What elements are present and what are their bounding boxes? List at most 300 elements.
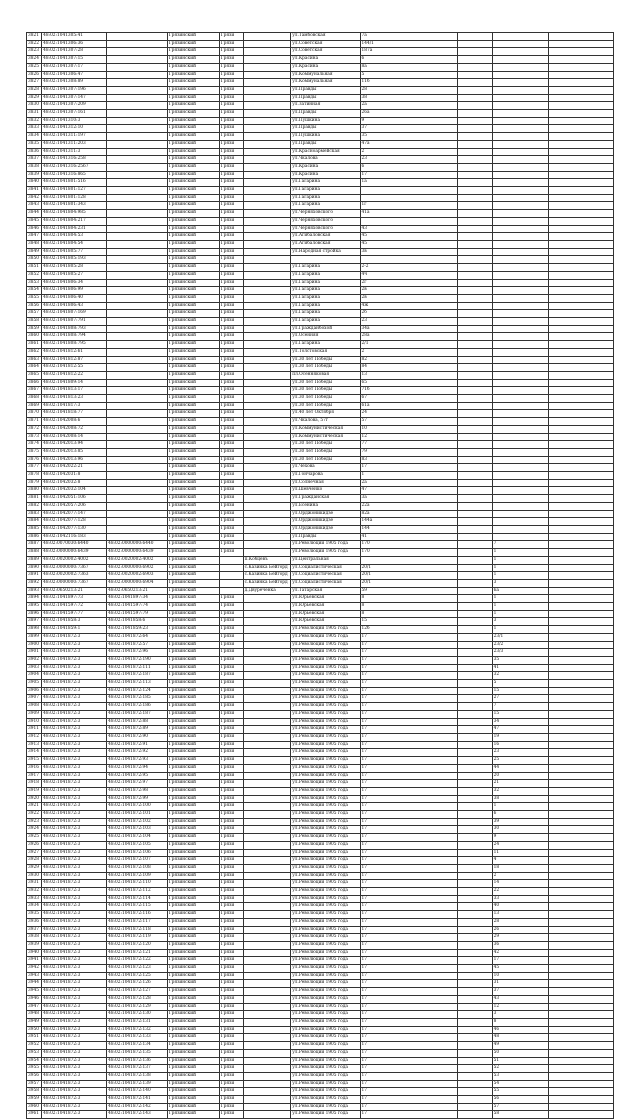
table-row xyxy=(27,341,614,349)
locality-cell xyxy=(243,988,291,996)
street-cell: ул.Осенняя xyxy=(291,333,360,341)
district-cell: Грязинский xyxy=(167,63,219,71)
row-number-cell: 3888 xyxy=(27,549,42,557)
empty-cell xyxy=(548,780,613,788)
house-cell: 13 xyxy=(360,371,457,379)
district-cell: Грязинский xyxy=(167,903,219,911)
locality-cell xyxy=(243,448,291,456)
locality-cell xyxy=(243,63,291,71)
house-cell: 17 xyxy=(360,772,457,780)
street-cell: ул.30 лет Победы xyxy=(291,379,360,387)
city-cell: Грязи xyxy=(219,841,243,849)
house-cell: 2а xyxy=(360,102,457,110)
cadastral-number-cell: 48:02:1041804:985 xyxy=(42,210,107,218)
table-row xyxy=(27,1111,614,1119)
building-cell xyxy=(457,1088,492,1096)
flat-cell: 58 xyxy=(492,1111,548,1119)
row-number-cell: 3847 xyxy=(27,233,42,241)
empty-cell xyxy=(548,849,613,857)
district-cell: Грязинский xyxy=(167,803,219,811)
city-cell: Грязи xyxy=(219,86,243,94)
house-cell: 5 xyxy=(360,71,457,79)
flat-cell: 30 xyxy=(492,826,548,834)
cadastral-number-cell: 48:02:1042032:8 xyxy=(42,479,107,487)
city-cell: Грязи xyxy=(219,387,243,395)
row-number-cell: 3823 xyxy=(27,48,42,56)
street-cell: ул.Татарская xyxy=(291,587,360,595)
empty-cell xyxy=(548,179,613,187)
house-cell: 17 xyxy=(360,826,457,834)
street-cell: ул.Революции 1905 года xyxy=(291,757,360,765)
city-cell: Грязи xyxy=(219,433,243,441)
flat-cell xyxy=(492,79,548,87)
street-cell: ул.Красина xyxy=(291,163,360,171)
street-cell: ул.Революции 1905 года xyxy=(291,811,360,819)
locality-cell xyxy=(243,957,291,965)
object-number-cell xyxy=(107,63,168,71)
building-cell xyxy=(457,626,492,634)
empty-cell xyxy=(548,364,613,372)
flat-cell: 15 xyxy=(492,687,548,695)
object-number-cell: 48:02:1041872:140 xyxy=(107,1088,168,1096)
cadastral-number-cell: 48:02:1042008:72 xyxy=(42,425,107,433)
table-row xyxy=(27,718,614,726)
district-cell: Грязинский xyxy=(167,1003,219,1011)
empty-cell xyxy=(548,872,613,880)
table-row xyxy=(27,787,614,795)
row-number-cell: 3886 xyxy=(27,533,42,541)
table-row xyxy=(27,402,614,410)
building-cell xyxy=(457,972,492,980)
table-row xyxy=(27,803,614,811)
flat-cell: 43 xyxy=(492,995,548,1003)
row-number-cell: 3827 xyxy=(27,79,42,87)
table-row xyxy=(27,664,614,672)
empty-cell xyxy=(548,202,613,210)
locality-cell xyxy=(243,1103,291,1111)
house-cell: 17 xyxy=(360,834,457,842)
row-number-cell: 3881 xyxy=(27,495,42,503)
row-number-cell: 3956 xyxy=(27,1072,42,1080)
cadastral-number-cell: 48:02:1042077:128 xyxy=(42,518,107,526)
locality-cell xyxy=(243,102,291,110)
street-cell: ул.Агибаловская xyxy=(291,240,360,248)
city-cell: Грязи xyxy=(219,1034,243,1042)
city-cell: Грязи xyxy=(219,1096,243,1104)
house-cell: 4ч xyxy=(360,271,457,279)
table-row xyxy=(27,1088,614,1096)
cadastral-number-cell: 48:02:1041872:3 xyxy=(42,995,107,1003)
district-cell: Грязинский xyxy=(167,733,219,741)
city-cell: Грязи xyxy=(219,502,243,510)
city-cell: Грязи xyxy=(219,117,243,125)
street-cell: ул.Революции 1905 года xyxy=(291,764,360,772)
locality-cell xyxy=(243,240,291,248)
district-cell: Грязинский xyxy=(167,864,219,872)
table-row xyxy=(27,1019,614,1027)
city-cell: Грязи xyxy=(219,757,243,765)
street-cell: ул.Революции 1905 года xyxy=(291,664,360,672)
house-cell: 61а xyxy=(360,402,457,410)
table-row xyxy=(27,1096,614,1104)
table-row xyxy=(27,302,614,310)
row-number-cell: 3838 xyxy=(27,163,42,171)
object-number-cell: 48:02:1041872:131 xyxy=(107,1019,168,1027)
empty-cell xyxy=(548,79,613,87)
street-cell: ул.30 лет Победы xyxy=(291,441,360,449)
district-cell: Грязинский xyxy=(167,949,219,957)
row-number-cell: 3840 xyxy=(27,179,42,187)
district-cell: Грязинский xyxy=(167,895,219,903)
empty-cell xyxy=(548,533,613,541)
empty-cell xyxy=(548,641,613,649)
object-number-cell: 48:02:1041858:6 xyxy=(107,618,168,626)
row-number-cell: 3828 xyxy=(27,86,42,94)
table-row xyxy=(27,849,614,857)
cadastral-number-cell: 48:02:1041872:3 xyxy=(42,656,107,664)
city-cell: Грязи xyxy=(219,1057,243,1065)
building-cell xyxy=(457,371,492,379)
district-cell: Грязинский xyxy=(167,988,219,996)
house-cell: 170 xyxy=(360,541,457,549)
object-number-cell: 48:02:0020002:6903 xyxy=(107,572,168,580)
table-row xyxy=(27,63,614,71)
street-cell: ул.Революции 1905 года xyxy=(291,934,360,942)
district-cell: Грязинский xyxy=(167,1096,219,1104)
flat-cell: 15 xyxy=(492,710,548,718)
district-cell: Грязинский xyxy=(167,664,219,672)
street-cell: ул.Солнечная xyxy=(291,479,360,487)
district-cell: Грязинский xyxy=(167,1011,219,1019)
cadastral-number-cell: 48:02:1041305:41 xyxy=(42,33,107,41)
empty-cell xyxy=(548,672,613,680)
street-cell: ул.Гагарина xyxy=(291,310,360,318)
city-cell: Грязи xyxy=(219,79,243,87)
table-row xyxy=(27,1072,614,1080)
house-cell: 10 xyxy=(360,425,457,433)
street-cell: ул.Революции 1905 года xyxy=(291,1065,360,1073)
locality-cell xyxy=(243,541,291,549)
city-cell: Грязи xyxy=(219,441,243,449)
house-cell: 17 xyxy=(360,1096,457,1104)
empty-cell xyxy=(548,479,613,487)
city-cell: Грязи xyxy=(219,988,243,996)
street-cell: ул.Пушкина xyxy=(291,133,360,141)
table-row xyxy=(27,210,614,218)
house-cell: 144 xyxy=(360,526,457,534)
city-cell: Грязи xyxy=(219,56,243,64)
locality-cell: д.Двуреченка xyxy=(243,587,291,595)
cadastral-number-cell: 48:02:1041801:127 xyxy=(42,187,107,195)
table-row xyxy=(27,110,614,118)
flat-cell xyxy=(492,472,548,480)
cadastral-number-cell: 48:02:1041307:28 xyxy=(42,48,107,56)
building-cell xyxy=(457,495,492,503)
street-cell: ул.Революции 1905 года xyxy=(291,849,360,857)
cadastral-number-cell: 48:02:1041872:3 xyxy=(42,649,107,657)
locality-cell xyxy=(243,56,291,64)
row-number-cell: 3922 xyxy=(27,811,42,819)
row-number-cell: 3842 xyxy=(27,194,42,202)
table-row xyxy=(27,187,614,195)
table-row xyxy=(27,579,614,587)
flat-cell: 6а xyxy=(492,587,548,595)
empty-cell xyxy=(548,110,613,118)
object-number-cell: 48:02:1041872:115 xyxy=(107,903,168,911)
empty-cell xyxy=(548,287,613,295)
flat-cell: 32 xyxy=(492,672,548,680)
house-cell: 20/1 xyxy=(360,579,457,587)
row-number-cell: 3940 xyxy=(27,949,42,957)
object-number-cell: 48:02:1041872:106 xyxy=(107,849,168,857)
building-cell xyxy=(457,71,492,79)
object-number-cell: 48:02:1041872:98 xyxy=(107,787,168,795)
empty-cell xyxy=(548,741,613,749)
district-cell: Грязинский xyxy=(167,502,219,510)
locality-cell xyxy=(243,294,291,302)
object-number-cell xyxy=(107,202,168,210)
cadastral-number-cell: 48:02:1041805:28 xyxy=(42,264,107,272)
building-cell xyxy=(457,502,492,510)
locality-cell xyxy=(243,333,291,341)
object-number-cell xyxy=(107,110,168,118)
locality-cell xyxy=(243,233,291,241)
empty-cell xyxy=(548,556,613,564)
object-number-cell xyxy=(107,179,168,187)
city-cell: Грязи xyxy=(219,179,243,187)
city-cell: Грязи xyxy=(219,148,243,156)
building-cell xyxy=(457,988,492,996)
empty-cell xyxy=(548,310,613,318)
street-cell: ул.Революции 1905 года xyxy=(291,649,360,657)
city-cell: Грязи xyxy=(219,672,243,680)
flat-cell xyxy=(492,495,548,503)
empty-cell xyxy=(548,618,613,626)
street-cell: ул.Советская xyxy=(291,40,360,48)
street-cell: ул.Черняховского xyxy=(291,210,360,218)
city-cell: Грязи xyxy=(219,1019,243,1027)
table-row xyxy=(27,526,614,534)
object-number-cell: 48:02:1041872:97 xyxy=(107,780,168,788)
cadastral-number-cell: 48:02:1041597:77 xyxy=(42,610,107,618)
house-cell: 2б xyxy=(360,310,457,318)
row-number-cell: 3877 xyxy=(27,464,42,472)
object-number-cell xyxy=(107,533,168,541)
table-row xyxy=(27,510,614,518)
cadastral-number-cell: 48:02:1041872:3 xyxy=(42,680,107,688)
district-cell: Грязинский xyxy=(167,117,219,125)
empty-cell xyxy=(548,187,613,195)
object-number-cell xyxy=(107,425,168,433)
object-number-cell: 48:02:1041872:133 xyxy=(107,1034,168,1042)
locality-cell xyxy=(243,980,291,988)
table-row xyxy=(27,248,614,256)
street-cell: ул.Революции 1905 года xyxy=(291,949,360,957)
table-row xyxy=(27,117,614,125)
district-cell: Грязинский xyxy=(167,603,219,611)
city-cell: Грязи xyxy=(219,803,243,811)
row-number-cell: 3917 xyxy=(27,772,42,780)
house-cell: 15 xyxy=(360,618,457,626)
cadastral-number-cell: 48:02:1041872:3 xyxy=(42,895,107,903)
locality-cell xyxy=(243,1072,291,1080)
empty-cell xyxy=(548,264,613,272)
city-cell: Грязи xyxy=(219,156,243,164)
table-row xyxy=(27,217,614,225)
street-cell: ул.Революции 1905 года xyxy=(291,726,360,734)
empty-cell xyxy=(548,949,613,957)
city-cell: Грязи xyxy=(219,949,243,957)
row-number-cell: 3932 xyxy=(27,888,42,896)
cadastral-number-cell: 48:02:1041817:3 xyxy=(42,402,107,410)
district-cell: Грязинский xyxy=(167,633,219,641)
building-cell xyxy=(457,934,492,942)
street-cell: ул.Правды xyxy=(291,94,360,102)
table-row xyxy=(27,456,614,464)
row-number-cell: 3929 xyxy=(27,864,42,872)
city-cell: Грязи xyxy=(219,1042,243,1050)
cadastral-number-cell: 48:02:1041872:3 xyxy=(42,803,107,811)
building-cell xyxy=(457,664,492,672)
building-cell xyxy=(457,1103,492,1111)
district-cell: Грязинский xyxy=(167,1111,219,1119)
object-number-cell: 48:02:1041872:88 xyxy=(107,718,168,726)
city-cell: Грязи xyxy=(219,518,243,526)
house-cell: 17 xyxy=(360,656,457,664)
row-number-cell: 3957 xyxy=(27,1080,42,1088)
house-cell: 17 xyxy=(360,664,457,672)
city-cell: Грязи xyxy=(219,341,243,349)
city-cell: Грязи xyxy=(219,941,243,949)
house-cell: 2а xyxy=(360,479,457,487)
row-number-cell: 3884 xyxy=(27,518,42,526)
object-number-cell: 48:02:1041872:110 xyxy=(107,880,168,888)
flat-cell: 31 xyxy=(492,980,548,988)
city-cell: Грязи xyxy=(219,371,243,379)
row-number-cell: 3822 xyxy=(27,40,42,48)
table-row xyxy=(27,549,614,557)
empty-cell xyxy=(548,441,613,449)
table-row xyxy=(27,972,614,980)
locality-cell xyxy=(243,934,291,942)
building-cell xyxy=(457,1049,492,1057)
row-number-cell: 3908 xyxy=(27,703,42,711)
house-cell: 59 xyxy=(360,587,457,595)
city-cell: Грязи xyxy=(219,934,243,942)
locality-cell: с.Казинка Бейгорд xyxy=(243,572,291,580)
empty-cell xyxy=(548,572,613,580)
row-number-cell: 3890 xyxy=(27,564,42,572)
city-cell: Грязи xyxy=(219,333,243,341)
street-cell: ул.Революции 1905 года xyxy=(291,718,360,726)
city-cell: Грязи xyxy=(219,656,243,664)
street-cell: ул.Гражданбохой xyxy=(291,325,360,333)
building-cell xyxy=(457,587,492,595)
city-cell: Грязи xyxy=(219,787,243,795)
empty-cell xyxy=(548,495,613,503)
street-cell: ул.Орджоникидзе xyxy=(291,510,360,518)
flat-cell: 3 xyxy=(492,1011,548,1019)
district-cell: Грязинский xyxy=(167,556,219,564)
district-cell: Грязинский xyxy=(167,1065,219,1073)
row-number-cell: 3926 xyxy=(27,841,42,849)
street-cell: ул.Революции 1905 года xyxy=(291,888,360,896)
building-cell xyxy=(457,610,492,618)
table-row xyxy=(27,618,614,626)
district-cell: Грязинский xyxy=(167,618,219,626)
empty-cell xyxy=(548,680,613,688)
district-cell: Грязинский xyxy=(167,572,219,580)
empty-cell xyxy=(548,86,613,94)
row-number-cell: 3825 xyxy=(27,63,42,71)
building-cell xyxy=(457,464,492,472)
flat-cell: 23/1 xyxy=(492,633,548,641)
object-number-cell: 48:02:1041872:103 xyxy=(107,826,168,834)
object-number-cell: 48:02:1041897:34 xyxy=(107,595,168,603)
locality-cell xyxy=(243,749,291,757)
cadastral-number-cell: 48:02:1041872:3 xyxy=(42,687,107,695)
object-number-cell xyxy=(107,441,168,449)
street-cell: ул.Гагарина xyxy=(291,341,360,349)
city-cell: Грязи xyxy=(219,287,243,295)
empty-cell xyxy=(548,703,613,711)
locality-cell xyxy=(243,780,291,788)
cadastral-number-cell: 48:02:1041307:147 xyxy=(42,94,107,102)
district-cell: Грязинский xyxy=(167,387,219,395)
object-number-cell: 48:02:1041872:95 xyxy=(107,772,168,780)
object-number-cell: 48:02:0000000:6904 xyxy=(107,579,168,587)
flat-cell: 23 xyxy=(492,749,548,757)
building-cell xyxy=(457,456,492,464)
house-cell: 17 xyxy=(360,872,457,880)
table-row xyxy=(27,703,614,711)
locality-cell xyxy=(243,811,291,819)
district-cell: Грязинский xyxy=(167,472,219,480)
district-cell: Грязинский xyxy=(167,410,219,418)
city-cell: Грязи xyxy=(219,641,243,649)
empty-cell xyxy=(548,610,613,618)
district-cell: Грязинский xyxy=(167,33,219,41)
house-cell: 35 xyxy=(360,133,457,141)
street-cell: ул.Чкалова, 57г xyxy=(291,418,360,426)
house-cell: 17 xyxy=(360,857,457,865)
street-cell: ул.Коммунистическая xyxy=(291,425,360,433)
street-cell: ул.30 лет Победы xyxy=(291,387,360,395)
empty-cell xyxy=(548,888,613,896)
locality-cell xyxy=(243,518,291,526)
city-cell: Грязи xyxy=(219,264,243,272)
flat-cell: 56 xyxy=(492,1096,548,1104)
cadastral-number-cell: 48:02:1041801:516 xyxy=(42,179,107,187)
flat-cell: 20 xyxy=(492,772,548,780)
cadastral-number-cell: 48:02:1041872:3 xyxy=(42,888,107,896)
row-number-cell: 3955 xyxy=(27,1065,42,1073)
district-cell: Грязинский xyxy=(167,1072,219,1080)
empty-cell xyxy=(548,510,613,518)
cadastral-number-cell: 48:02:1042022:21 xyxy=(42,464,107,472)
district-cell: Грязинский xyxy=(167,1034,219,1042)
empty-cell xyxy=(548,934,613,942)
flat-cell xyxy=(492,110,548,118)
table-row xyxy=(27,772,614,780)
building-cell xyxy=(457,302,492,310)
house-cell: 12б xyxy=(360,626,457,634)
locality-cell xyxy=(243,1088,291,1096)
empty-cell xyxy=(548,1019,613,1027)
empty-cell xyxy=(548,957,613,965)
empty-cell xyxy=(548,464,613,472)
row-number-cell: 3930 xyxy=(27,872,42,880)
